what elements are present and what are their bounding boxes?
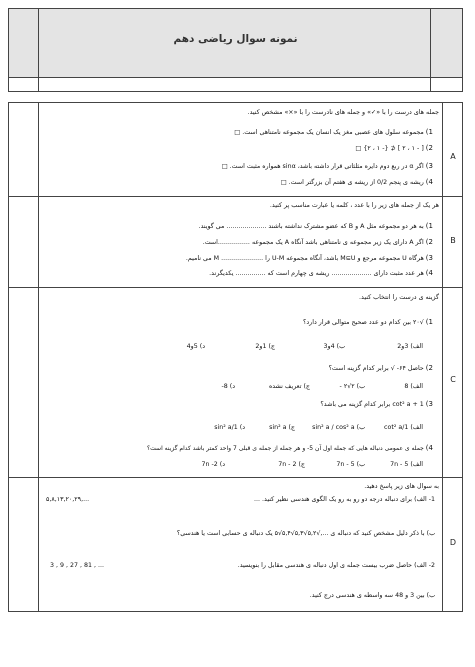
header-col-left <box>38 8 39 78</box>
c-q2-num: 2) <box>425 364 433 372</box>
c-q3-option-d: د) 1/sin² a <box>214 424 245 431</box>
table-col-right <box>442 102 443 612</box>
c-q3 <box>320 400 433 409</box>
b-item-4-text: هر عدد مثبت دارای .................... ریشه ی چهارم است که ............... یکدیگرند. <box>209 270 424 277</box>
d-q1a <box>254 496 435 504</box>
row-divider-cd <box>8 477 463 478</box>
d-q1b-text: با ذکر دلیل مشخص کنید که دنباله ی ...,√۵,۲√۵,۳√۵,۴√۵ یک دنباله ی حسابی است یا هندسی؟ <box>176 530 425 537</box>
b-item-1 <box>199 222 433 231</box>
c-q1-option-c: ج) 1و2 <box>255 343 275 350</box>
c-q4 <box>147 444 433 453</box>
c-q2 <box>329 364 433 373</box>
d-q1a-label: 1- الف) <box>414 496 435 503</box>
b-item-1-text: به هر دو مجموعه مثل A و B که عضو مشترک نداشته باشند .................... می گویند. <box>198 223 424 230</box>
c-q3-num: 3) <box>425 400 433 408</box>
d-q1a-text: برای دنباله درجه دو رو به رو یک الگوی هندسی نظیر کنید. ... <box>254 496 413 503</box>
c-q2-text: حاصل ۶۴- √ برابر کدام گزینه است؟ <box>328 365 424 372</box>
b-item-2-text: اگر A دارای یک زیر مجموعه ی نامتناهی باشد آنگاه A یک مجموعه ................است. <box>202 239 424 246</box>
section-letter-c: C <box>450 375 456 384</box>
row-divider-ab <box>8 196 463 197</box>
d-q1a-sequence: ۵,۸,۱۳,۲۰,۲۹,... <box>46 496 90 503</box>
c-q1-option-b: ب) 4و3 <box>323 343 345 350</box>
b-item-4 <box>209 269 433 278</box>
header-divider-left <box>38 77 39 92</box>
c-q2-option-b: ب) ۲√۲ - <box>339 383 365 390</box>
c-q2-option-d: د) 8- <box>221 383 235 390</box>
d-q2b-text: بین 3 و 48 سه واسطه ی هندسی درج کنید. <box>309 592 425 599</box>
b-item-2 <box>203 238 433 247</box>
d-q2a-sequence: 3 , 9 , 27 , 81 , ... <box>50 562 105 569</box>
d-q2b-label: ب) <box>426 592 435 599</box>
section-d-instruction: به سوال های زیر پاسخ دهید. <box>364 483 439 490</box>
header-col-right <box>430 8 431 78</box>
c-q2-option-a: الف) 8 <box>404 383 423 390</box>
d-q1b <box>177 530 435 538</box>
a-item-2-num: 2) <box>425 144 433 152</box>
a-item-4-text: ریشه ی پنجم 0/2 از ریشه ی هفتم آن بزرگتر است. □ <box>280 179 424 186</box>
section-c-instruction: گزینه ی درست را انتخاب کنید. <box>359 294 439 301</box>
c-q3-option-a: الف) 1/cot² a <box>384 424 423 431</box>
header-subrow <box>8 77 463 92</box>
section-letter-d: D <box>449 538 457 547</box>
c-q4-option-c: ج) 7n - 2 <box>278 461 305 468</box>
b-item-2-num: 2) <box>425 238 433 246</box>
c-q4-option-a: الف) 7n - 5 <box>390 461 423 468</box>
a-item-4 <box>281 178 433 187</box>
c-q1 <box>303 318 433 327</box>
page-title: نمونه سوال ریاضی دهم <box>173 33 298 45</box>
c-q3-text: cot² a + 1 برابر کدام گزینه می باشد؟ <box>320 401 424 408</box>
c-q4-option-d: د) 2- 7n <box>201 461 225 468</box>
a-item-1-num: 1) <box>425 128 433 136</box>
a-item-3-num: 3) <box>425 162 433 170</box>
d-q2a-label: 2- الف) <box>414 562 435 569</box>
a-item-1-text: مجموعه سلول های عصبی مغز یک انسان یک مجموعه نامتناهی است. □ <box>234 129 424 136</box>
c-q4-text: جمله ی عمومی دنباله هایی که جمله اول آن 5- و هر جمله از جمله ی قبلی 7 واحد کمتر باشد کدام گزینه است؟ <box>146 445 424 452</box>
b-item-1-num: 1) <box>425 222 433 230</box>
b-item-4-num: 4) <box>425 269 433 277</box>
c-q3-option-b: ب) sin² a / cos² a <box>312 424 365 431</box>
section-a-instruction: جمله های درست را با «✓» و جمله های نادرست را با «×» مشخص کنید. <box>247 109 439 116</box>
c-q1-option-a: الف) 3و2 <box>397 343 423 350</box>
c-q4-num: 4) <box>425 444 433 452</box>
d-q2a-text: حاصل ضرب بیست جمله ی اول دنباله ی هندسی مقابل را بنویسید. <box>237 562 413 569</box>
a-item-3 <box>222 162 433 171</box>
b-item-3-text: هرگاه U مجموعه مرجع و M⊆U باشد، آنگاه مجموعه U-M را ..................... M می نامیم. <box>185 255 424 262</box>
b-item-3-num: 3) <box>425 254 433 262</box>
c-q1-option-d: د) 5و4 <box>186 343 205 350</box>
a-item-2 <box>355 144 433 153</box>
d-q1b-label: ب) <box>426 530 435 537</box>
section-letter-a: A <box>450 152 456 161</box>
a-item-1 <box>234 128 433 137</box>
c-q4-option-b: ب) 5 - 7n <box>336 461 365 468</box>
section-b-instruction: هر یک از جمله های زیر را با عدد ، کلمه یا عبارت مناسب پر کنید. <box>269 202 439 209</box>
d-q2a <box>238 562 435 570</box>
table-col-left <box>38 102 39 612</box>
section-letter-b: B <box>450 236 456 245</box>
c-q1-text: √۲۰ بین کدام دو عدد صحیح متوالی قرار دارد؟ <box>303 319 424 326</box>
c-q3-option-c: ج) sin² a <box>269 424 295 431</box>
d-q2b <box>310 592 435 600</box>
a-item-4-num: 4) <box>425 178 433 186</box>
header-box <box>8 8 463 78</box>
b-item-3 <box>186 254 433 263</box>
a-item-3-text: اگر α در ربع دوم دایره مثلثاتی قرار داشته باشد، sinα همواره مثبت است. □ <box>221 163 424 170</box>
a-item-2-text: [ - ۱ ، ۲ ] ⊄ {- ۱ ، ۲} □ <box>355 145 424 152</box>
c-q2-option-c: ج) تعریف نشده <box>268 383 310 390</box>
c-q1-num: 1) <box>425 318 433 326</box>
row-divider-bc <box>8 287 463 288</box>
header-divider-right <box>430 77 431 92</box>
